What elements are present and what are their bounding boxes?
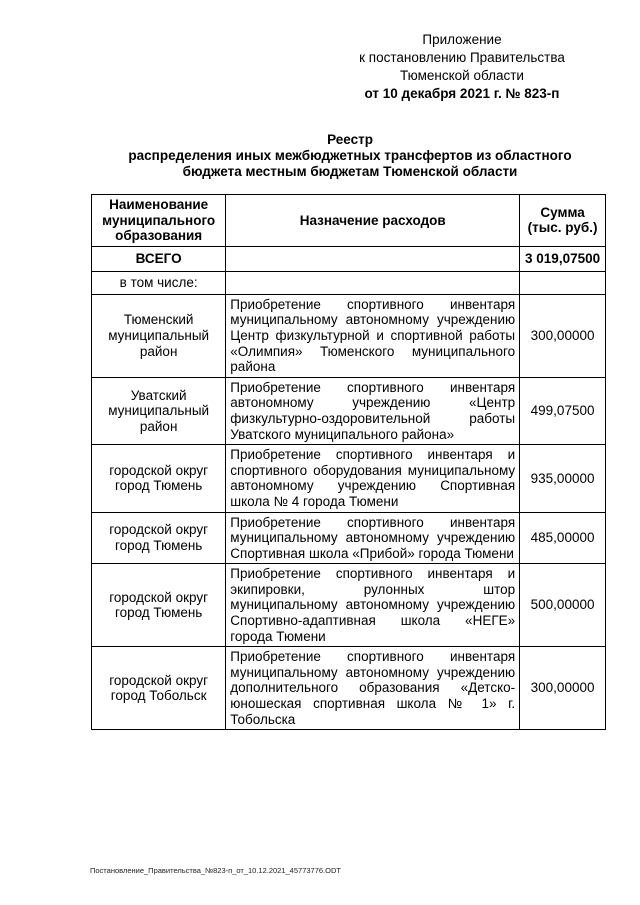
header-purpose: Назначение расходов	[226, 195, 520, 247]
table-row	[92, 647, 606, 730]
including-empty	[226, 271, 520, 294]
sum-cell: 499,07500	[520, 377, 606, 444]
table-row	[92, 512, 606, 564]
sum-cell: 300,00000	[520, 294, 606, 377]
title-line: бюджета местным бюджетам Тюменской области	[182, 164, 518, 179]
total-label: ВСЕГО	[92, 246, 226, 271]
header-municipality: Наименование муниципального образования	[92, 195, 226, 247]
document-title	[60, 132, 640, 180]
purpose-cell: Приобретение спортивного инвентаря муниципальному автономному учреждению Спортивная школа «Прибой» города Тюмени	[226, 512, 520, 564]
municipality-cell: городской округ город Тобольск	[92, 647, 226, 730]
title-line: Реестр	[327, 132, 373, 147]
header-sum: Сумма (тыс. руб.)	[520, 195, 606, 247]
registry-table	[91, 194, 606, 730]
sum-cell: 500,00000	[520, 564, 606, 647]
table-row	[92, 445, 606, 512]
footer-filename: Постановление_Правительства_№823-п_от_10.12.2021_45773776.ODT	[90, 866, 341, 875]
appendix-line: Приложение	[422, 32, 502, 47]
title-line: распределения иных межбюджетных трансфертов из областного	[128, 148, 572, 163]
total-row	[92, 246, 606, 271]
appendix-line: Тюменской области	[400, 68, 524, 83]
purpose-cell: Приобретение спортивного инвентаря и спортивного оборудования муниципальному автономному учреждению Спортивная школа № 4 города Тюмени	[226, 445, 520, 512]
table-header-row	[92, 195, 606, 247]
purpose-cell: Приобретение спортивного инвентаря автономному учреждению «Центр физкультурно-оздоровительной работы Уватского муниципального района»	[226, 377, 520, 444]
total-empty	[226, 246, 520, 271]
table-row	[92, 294, 606, 377]
appendix-block	[252, 31, 582, 103]
sum-cell: 485,00000	[520, 512, 606, 564]
total-sum: 3 019,07500	[520, 246, 606, 271]
including-label: в том числе:	[92, 271, 226, 294]
including-empty	[520, 271, 606, 294]
municipality-cell: Уватский муниципальный район	[92, 377, 226, 444]
purpose-cell: Приобретение спортивного инвентаря муниципальному автономному учреждению Центр физкультурной и спортивной работы «Олимпия» Тюменского муниципального района	[226, 294, 520, 377]
purpose-cell: Приобретение спортивного инвентаря муниципальному автономному учреждению дополнительного образования «Детско-юношеская спортивная школа № 1» г. Тобольска	[226, 647, 520, 730]
municipality-cell: городской округ город Тюмень	[92, 512, 226, 564]
table-row	[92, 377, 606, 444]
sum-cell: 935,00000	[520, 445, 606, 512]
municipality-cell: городской округ город Тюмень	[92, 564, 226, 647]
appendix-line: к постановлению Правительства	[359, 50, 565, 65]
table-row	[92, 564, 606, 647]
purpose-cell: Приобретение спортивного инвентаря и экипировки, рулонных штор муниципальному автономному учреждению Спортивно-адаптивная школа «НЕГЕ» города Тюмени	[226, 564, 520, 647]
sum-cell: 300,00000	[520, 647, 606, 730]
municipality-cell: Тюменский муниципальный район	[92, 294, 226, 377]
municipality-cell: городской округ город Тюмень	[92, 445, 226, 512]
appendix-date-number: от 10 декабря 2021 г. № 823-п	[364, 86, 560, 101]
including-row	[92, 271, 606, 294]
